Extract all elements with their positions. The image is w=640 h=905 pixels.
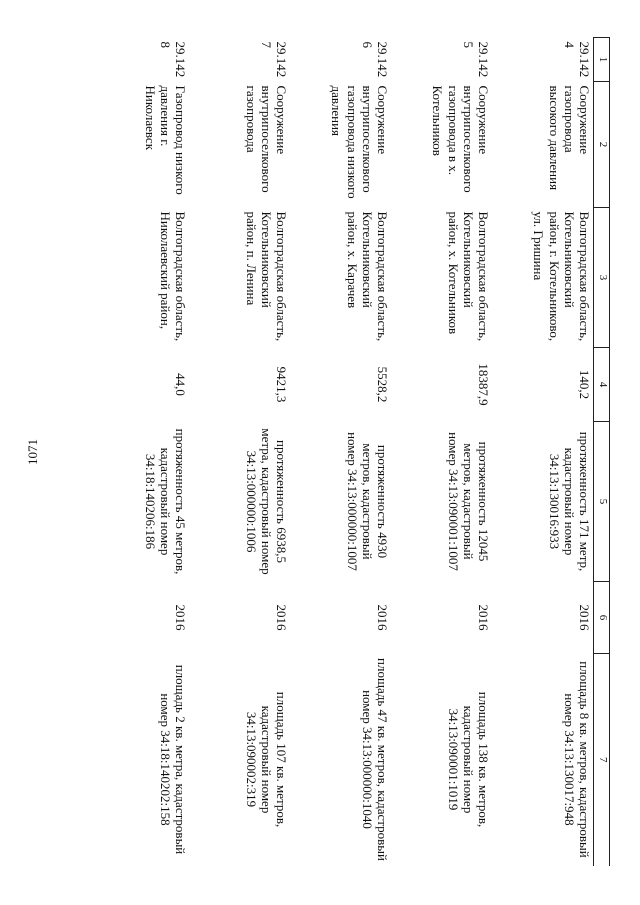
table-row	[391, 38, 492, 866]
item-value: 140,2	[577, 369, 592, 400]
table-row	[492, 38, 594, 866]
table-row	[88, 38, 189, 866]
item-length: протяженность 4930 метров, кадастровый номер 34:13:000000:1007	[344, 432, 390, 571]
item-area: площадь 8 кв. метров, кадастровый номер 34:13:130017:948	[561, 661, 592, 858]
item-name: Сооружение внутрипоселкового газопровода	[243, 85, 289, 193]
item-number: 29.1424	[561, 41, 592, 78]
item-year: 2016	[173, 604, 188, 631]
item-name: Сооружение газопровода высокого давления	[546, 85, 592, 191]
registry-table	[88, 37, 610, 866]
registry-table-wrapper	[92, 37, 610, 865]
item-address: Волгоградская область, Котельниковский район, х. Карачев	[344, 211, 390, 342]
item-length: протяженность 45 метров, кадастровый номер 34:18:140206:186	[142, 428, 188, 575]
item-value: 9421,3	[274, 366, 289, 403]
item-value: 44,0	[173, 373, 188, 396]
item-year: 2016	[274, 604, 289, 631]
item-address: Волгоградская область, Котельниковский район, п. Ленина	[243, 211, 289, 342]
item-value: 18387,9	[476, 363, 491, 406]
item-address: Волгоградская область, Николаевский район,	[157, 211, 188, 342]
item-length: протяженность 171 метр, кадастровый номер 34:13:130016:933	[546, 431, 592, 572]
item-address: Волгоградская область, Котельниковский район, х. Котельников	[445, 211, 491, 342]
column-number: 6	[594, 582, 610, 654]
table-row	[189, 38, 290, 866]
column-number: 2	[594, 82, 610, 208]
item-address: Волгоградская область, Котельниковский район, г. Котельниково, ул. Гришина	[531, 211, 592, 342]
item-name: Сооружение внутрипоселкового газопровода низкого давления	[329, 85, 390, 199]
table-row	[290, 38, 391, 866]
item-area: площадь 107 кв. метров, кадастровый номер 34:13:090002:319	[243, 691, 289, 828]
item-number: 29.1427	[258, 41, 289, 78]
item-year: 2016	[476, 604, 491, 631]
item-number: 29.1426	[359, 41, 390, 78]
item-area: площадь 138 кв. метров, кадастровый номер 34:13:090001:1019	[445, 691, 491, 828]
item-area: площадь 47 кв. метров, кадастровый номер 34:13:000000:1040	[359, 658, 390, 861]
item-area: площадь 2 кв. метра, кадастровый номер 34:18:140202:158	[157, 664, 188, 855]
item-name: Газопровод низкого давления г. Николаевск	[142, 85, 188, 195]
item-year: 2016	[375, 604, 390, 631]
item-number: 29.1425	[460, 41, 491, 78]
item-length: протяженность 12045 метров, кадастровый номер 34:13:090001:1007	[445, 432, 491, 571]
column-number: 4	[594, 348, 610, 422]
column-number: 7	[594, 654, 610, 866]
item-name: Сооружение внутрипоселкового газопровода в х. Котельников	[430, 85, 491, 193]
item-length: протяженность 6938,5 метра, кадастровый номер 34:13:000000:1006	[243, 428, 289, 575]
item-year: 2016	[577, 604, 592, 631]
column-number: 3	[594, 208, 610, 348]
page-number: 1071	[25, 439, 40, 465]
column-number-row	[594, 38, 610, 866]
column-number: 5	[594, 422, 610, 582]
item-value: 5528,2	[375, 366, 390, 403]
item-number: 29.1428	[157, 41, 188, 78]
column-number: 1	[594, 38, 610, 82]
